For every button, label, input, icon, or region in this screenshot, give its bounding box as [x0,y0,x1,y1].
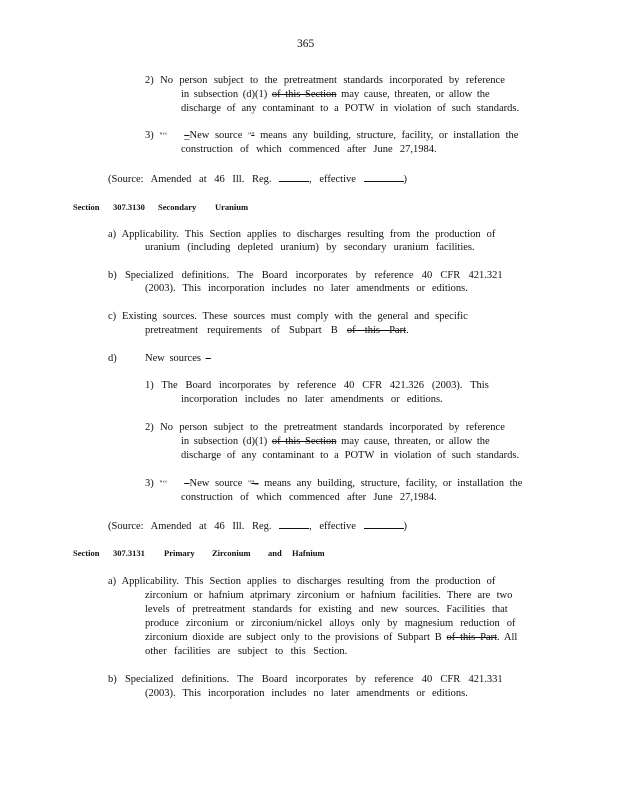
section-title-word: Uranium [215,202,249,212]
sub-d-label: d) [108,353,117,364]
section-title-word: Primary [164,548,195,558]
item3-line1: 3) "‘‘ _New source "" means any building, structure, facility, or installation the [145,130,519,141]
sub-a-line2: zirconium or hafnium atprimary zirconium or hafnium facilities. There are two [145,590,513,601]
section-title-word: Zirconium [212,548,251,558]
section-label: Section [73,548,100,558]
item2-line1: 2) No person subject to the pretreatment standards incorporated by reference [145,75,505,86]
sub-c-line2: pretreatment requirements of Subpart B of this Part. [145,325,409,336]
section-title-word: Hafnium [292,548,325,558]
section-title-word: and [268,548,282,558]
section-number: 307.3131 [113,548,145,558]
sub-a-line1: a) Applicability. This Section applies to discharges resulting from the production of [108,576,496,587]
section-label: Section [73,202,100,212]
struck-text: of this Part [346,325,406,336]
sub-d1-line1: 1) The Board incorporates by reference 40 CFR 421.326 (2003). This [145,380,489,391]
sub-d2-line1: 2) No person subject to the pretreatment standards incorporated by reference [145,422,505,433]
sub-a-line4: produce zirconium or zirconium/nickel alloys only by magnesium reduction of [145,618,516,629]
section-number: 307.3130 [113,202,145,212]
sub-a-line5: zirconium dioxide are subject only to the provisions of Subpart B of this Part. All [145,632,518,643]
sub-a-line2: uranium (including depleted uranium) by secondary uranium facilities. [145,242,475,253]
sub-c-line1: c) Existing sources. These sources must comply with the general and specific [108,311,468,322]
item2-line2: in subsection (d)(1) of this Section may cause, threaten, or allow the [181,89,490,100]
section-title-word: Secondary [158,202,197,212]
sub-d3-line2: construction of which commenced after June 27,1984. [181,492,437,503]
item3-line2: construction of which commenced after June 27,1984. [181,144,437,155]
sub-a-line1: a) Applicability. This Section applies to discharges resulting from the production of [108,229,496,240]
sub-a-line3: levels of pretreatment standards for existing and new sources. Facilities that [145,604,508,615]
struck-text: of this Section [271,436,337,447]
sub-b-line1: b) Specialized definitions. The Board incorporates by reference 40 CFR 421.331 [108,674,503,685]
sub-d3-line1: 3) "‘‘ –New source ""– means any building, structure, facility, or installation the [145,478,523,489]
struck-text: of this Part [446,632,498,643]
source-note-2: (Source: Amended at 46 Ill. Reg. , effective ) [108,521,408,532]
blank-line [364,172,404,182]
sub-b-line1: b) Specialized definitions. The Board incorporates by reference 40 CFR 421.321 [108,270,503,281]
page-number: 365 [297,38,315,50]
blank-line [364,519,404,529]
item2-line3: discharge of any contaminant to a POTW in violation of such standards. [181,103,520,114]
sub-a-line6: other facilities are subject to this Section. [145,646,348,657]
sub-d1-line2: incorporation includes no later amendments or editions. [181,394,443,405]
sub-d2-line3: discharge of any contaminant to a POTW in violation of such standards. [181,450,520,461]
sub-d2-line2: in subsection (d)(1) of this Section may cause, threaten, or allow the [181,436,490,447]
blank-line [279,519,309,529]
sub-b-line2: (2003). This incorporation includes no later amendments or editions. [145,283,468,294]
sub-d-heading: New sources – [145,353,211,364]
sub-b-line2: (2003). This incorporation includes no later amendments or editions. [145,688,468,699]
blank-line [279,172,309,182]
source-note-1: (Source: Amended at 46 Ill. Reg. , effective ) [108,174,408,185]
struck-text: of this Section [271,89,337,100]
